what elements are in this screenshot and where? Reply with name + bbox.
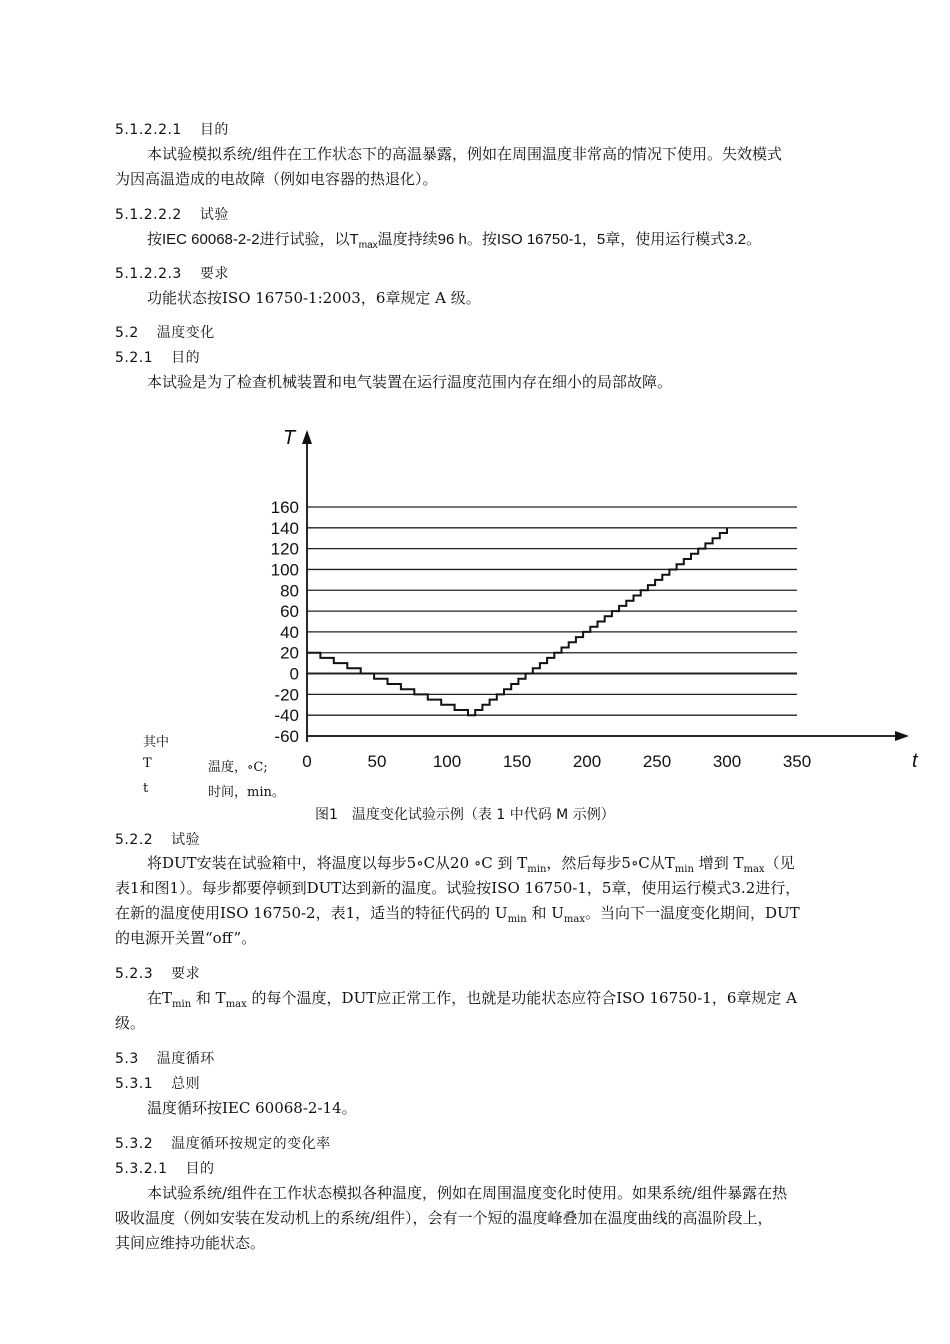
section-title: 目的 xyxy=(199,122,229,138)
text-run: ，然后每步5∘C从T xyxy=(546,854,675,872)
y-tick-label: -60 xyxy=(274,727,299,746)
paragraph-line: 吸收温度（例如安装在发动机上的系统/组件），会有一个短的温度峰叠加在温度曲线的高温阶段上， xyxy=(115,1209,773,1227)
text-run: （见 xyxy=(764,854,795,872)
paragraph-line: 本试验模拟系统/组件在工作状态下的高温暴露，例如在周围温度非常高的情况下使用。失效模式 xyxy=(147,145,783,163)
paragraph-line: 本试验是为了检查机械装置和电气装置在运行温度范围内存在细小的局部故障。 xyxy=(147,373,673,391)
section-number: 5.2.2 xyxy=(115,832,154,848)
grid-lines xyxy=(307,507,797,736)
key-title: 其中 xyxy=(143,735,170,750)
section-heading-5-3 xyxy=(115,1048,215,1068)
x-axis-label: t xyxy=(912,750,918,772)
x-tick-label: 350 xyxy=(782,752,812,771)
y-axis-arrow xyxy=(302,430,312,444)
section-title: 目的 xyxy=(171,350,201,366)
series xyxy=(307,528,727,715)
paragraph-line: 表1和图1）。每步都要停顿到DUT达到新的温度。试验按ISO 16750-1，5章，使用运行模式3.2进行， xyxy=(115,879,801,897)
section-title: 温度循环按规定的变化率 xyxy=(171,1136,331,1152)
figure-caption: 图1 温度变化试验示例（表 1 中代码 M 示例） xyxy=(315,807,615,823)
text-run: 的每个温度，DUT应正常工作，也就是功能状态应符合ISO 16750-1，6章规定 A xyxy=(246,989,797,1007)
text-run: 增到 T xyxy=(693,854,744,872)
x-tick-label: 250 xyxy=(642,752,672,771)
y-tick-label: -20 xyxy=(274,685,299,705)
section-heading-5-3-2 xyxy=(115,1133,331,1153)
y-tick-label: 60 xyxy=(280,602,299,622)
text-run: 温度持续96 h。按ISO 16750-1，5章，使用运行模式3.2。 xyxy=(377,231,762,248)
section-heading-5-3-2-1 xyxy=(115,1158,214,1178)
y-tick-label: 120 xyxy=(270,539,299,559)
paragraph-line: 本试验系统/组件在工作状态模拟各种温度，例如在周围温度变化时使用。如果系统/组件暴露在热 xyxy=(147,1184,788,1202)
subscript: max xyxy=(225,999,247,1010)
section-title: 目的 xyxy=(185,1161,215,1177)
key-desc-time: 时间，min。 xyxy=(208,785,285,800)
y-tick-label: 100 xyxy=(270,560,299,580)
text-run: 。当向下一温度变化期间，DUT xyxy=(584,904,800,922)
y-axis-label: T xyxy=(283,427,296,449)
section-title: 试验 xyxy=(199,207,229,223)
y-tick-label: 0 xyxy=(289,664,299,684)
series-line-temperature-profile xyxy=(307,528,727,715)
subscript: max xyxy=(358,240,378,251)
x-axis-arrow xyxy=(895,731,909,741)
x-tick-label: 0 xyxy=(302,752,312,771)
paragraph-line xyxy=(115,902,800,925)
axes xyxy=(302,430,909,742)
paragraph-line: 级。 xyxy=(115,1014,146,1032)
text-run: 和 U xyxy=(526,904,564,922)
section-title: 总则 xyxy=(171,1076,201,1092)
subscript: min xyxy=(527,864,547,875)
section-number: 5.2.3 xyxy=(115,966,154,982)
y-tick-label: -40 xyxy=(274,706,299,726)
x-tick-label: 50 xyxy=(367,752,387,771)
section-number: 5.1.2.2.2 xyxy=(115,207,182,223)
text-run: 在T xyxy=(147,989,173,1007)
section-number: 5.3.2 xyxy=(115,1136,154,1152)
x-tick-label: 300 xyxy=(712,752,742,771)
section-title: 试验 xyxy=(171,832,201,848)
y-tick-label: 20 xyxy=(280,643,299,663)
x-tick-label: 100 xyxy=(432,752,462,771)
section-number: 5.1.2.2.3 xyxy=(115,266,182,282)
y-tick-label: 140 xyxy=(270,518,299,538)
paragraph-line xyxy=(147,987,797,1010)
section-title: 要求 xyxy=(199,266,229,282)
subscript: min xyxy=(172,999,192,1010)
section-number: 5.1.2.2.1 xyxy=(115,122,182,138)
y-tick-label: 160 xyxy=(270,498,299,517)
key-symbol-time: t xyxy=(143,781,149,796)
y-tick-label: 40 xyxy=(280,622,299,642)
subscript: min xyxy=(507,914,527,925)
text-run: 在新的温度使用ISO 16750-2，表1，适当的特征代码的 U xyxy=(115,904,508,922)
y-tick-label: 80 xyxy=(280,581,299,601)
paragraph-line: 温度循环按IEC 60068-2-14。 xyxy=(147,1099,357,1117)
text-run: 将DUT安装在试验箱中，将温度以每步5∘C从20 ∘C 到 T xyxy=(147,854,528,872)
section-title: 温度循环 xyxy=(156,1051,215,1067)
paragraph-line: 功能状态按ISO 16750-1:2003，6章规定 A 级。 xyxy=(147,289,481,307)
section-number: 5.2.1 xyxy=(115,350,154,366)
paragraph-line xyxy=(147,852,795,875)
paragraph-line: 的电源开关置“off”。 xyxy=(115,929,257,947)
section-number: 5.3.2.1 xyxy=(115,1161,168,1177)
section-number: 5.3.1 xyxy=(115,1076,154,1092)
section-heading-5-3-1 xyxy=(115,1073,200,1093)
x-tick-label: 200 xyxy=(572,752,602,771)
key-symbol-t: T xyxy=(143,756,152,771)
key-desc-temperature: 温度，∘C; xyxy=(208,760,268,775)
subscript: max xyxy=(743,864,765,875)
paragraph-line: 为因高温造成的电故障（例如电容器的热退化）。 xyxy=(115,170,438,188)
section-number: 5.2 xyxy=(115,325,139,341)
section-heading-5-2-2 xyxy=(115,829,200,849)
paragraph-line: 其间应维持功能状态。 xyxy=(115,1234,266,1252)
x-tick-label: 150 xyxy=(502,752,532,771)
text-run: 按IEC 60068-2-2进行试验，以T xyxy=(147,231,359,248)
tick-labels xyxy=(271,427,919,772)
subscript: max xyxy=(563,914,585,925)
section-title: 要求 xyxy=(171,966,201,982)
subscript: min xyxy=(674,864,694,875)
section-number: 5.3 xyxy=(115,1051,139,1067)
section-heading-5-2-3 xyxy=(115,963,200,983)
text-run: 和 T xyxy=(191,989,226,1007)
section-title: 温度变化 xyxy=(156,325,215,341)
